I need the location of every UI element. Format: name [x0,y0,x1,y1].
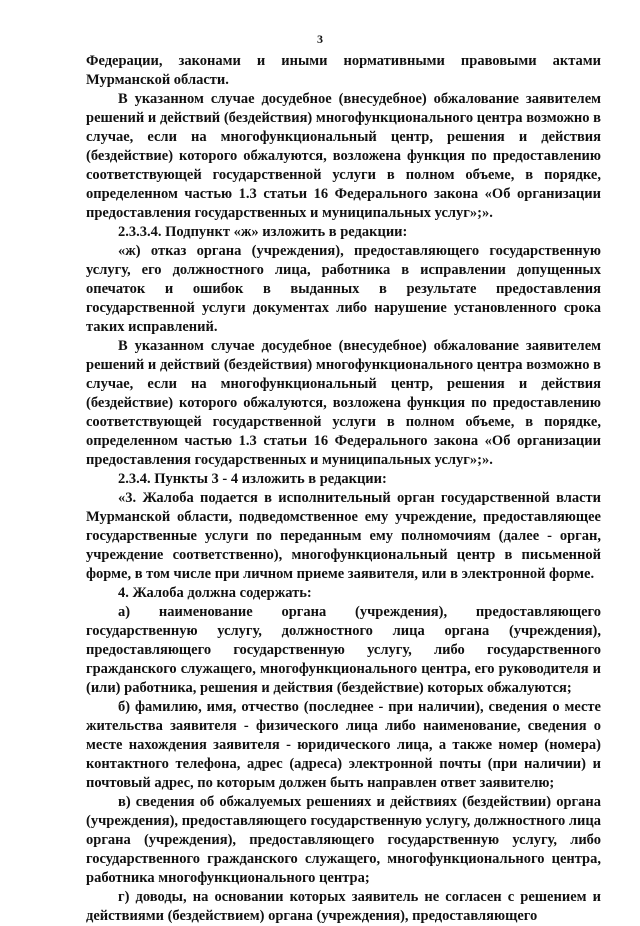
paragraph-point-4: 4. Жалоба должна содержать: [118,585,312,601]
paragraph-subitem-v: в) сведения об обжалуемых решениях и действиях (бездействии) органа (учреждения), предоставляющего государственную услугу, должностного лица органа (учреждения), предоставляющего государственную услугу, либо государственного гражданского служащего, многофункционального центра, работника многофункционального центра; [86,794,601,886]
paragraph-subitem-zh: «ж) отказ органа (учреждения), предоставляющего государственную услугу, его должностного лица, работника в исправлении допущенных опечаток и ошибок в выданных в результате предоставления государственной услуги документах либо нарушение установленного срока таких исправлений. [86,243,601,335]
paragraph-item-2-3-4: 2.3.4. Пункты 3 - 4 изложить в редакции: [118,471,387,487]
document-body [86,52,601,926]
paragraph-subitem-a: а) наименование органа (учреждения), предоставляющего государственную услугу, должностного лица органа (учреждения), предоставляющего государственную услугу, либо государственного гражданского служащего, многофункционального центра, его руководителя и (или) работника, решения и действия (бездействие) которых обжалуются; [86,604,601,696]
paragraph-item-2-3-3-4: 2.3.3.4. Подпункт «ж» изложить в редакции: [118,224,408,240]
paragraph-point-3: «3. Жалоба подается в исполнительный орган государственной власти Мурманской области, подведомственное ему учреждение, предоставляющее государственные услуги по переданным ему полномочиям (далее - орган, учреждение соответственно), многофункциональный центр в письменной форме, в том числе при личном приеме заявителя, или в электронной форме. [86,490,601,582]
paragraph-subitem-b: б) фамилию, имя, отчество (последнее - при наличии), сведения о месте жительства заявителя - физического лица либо наименование, сведения о месте нахождения заявителя - юридического лица, а также номер (номера) контактного телефона, адрес (адреса) электронной почты (при наличии) и почтовый адрес, по которым должен быть направлен ответ заявителю; [86,699,601,791]
paragraph-mfc-appeal-1: В указанном случае досудебное (внесудебное) обжалование заявителем решений и действий (бездействия) многофункционального центра возможно в случае, если на многофункциональный центр, решения и действия (бездействие) которого обжалуются, возложена функция по предоставлению соответствующей государственной услуги в полном объеме, в порядке, определенном частью 1.3 статьи 16 Федерального закона «Об организации предоставления государственных и муниципальных услуг»;». [86,91,601,221]
paragraph-subitem-g: г) доводы, на основании которых заявитель не согласен с решением и действиями (бездействием) органа (учреждения), предоставляющего [86,889,601,924]
paragraph-intro-continuation: Федерации, законами и иными нормативными правовыми актами Мурманской области. [86,53,601,88]
page-number: 3 [317,32,323,46]
paragraph-mfc-appeal-2: В указанном случае досудебное (внесудебное) обжалование заявителем решений и действий (бездействия) многофункционального центра возможно в случае, если на многофункциональный центр, решения и действия (бездействие) которого обжалуются, возложена функция по предоставлению соответствующей государственной услуги в полном объеме, в порядке, определенном частью 1.3 статьи 16 Федерального закона «Об организации предоставления государственных и муниципальных услуг»;». [86,338,601,468]
